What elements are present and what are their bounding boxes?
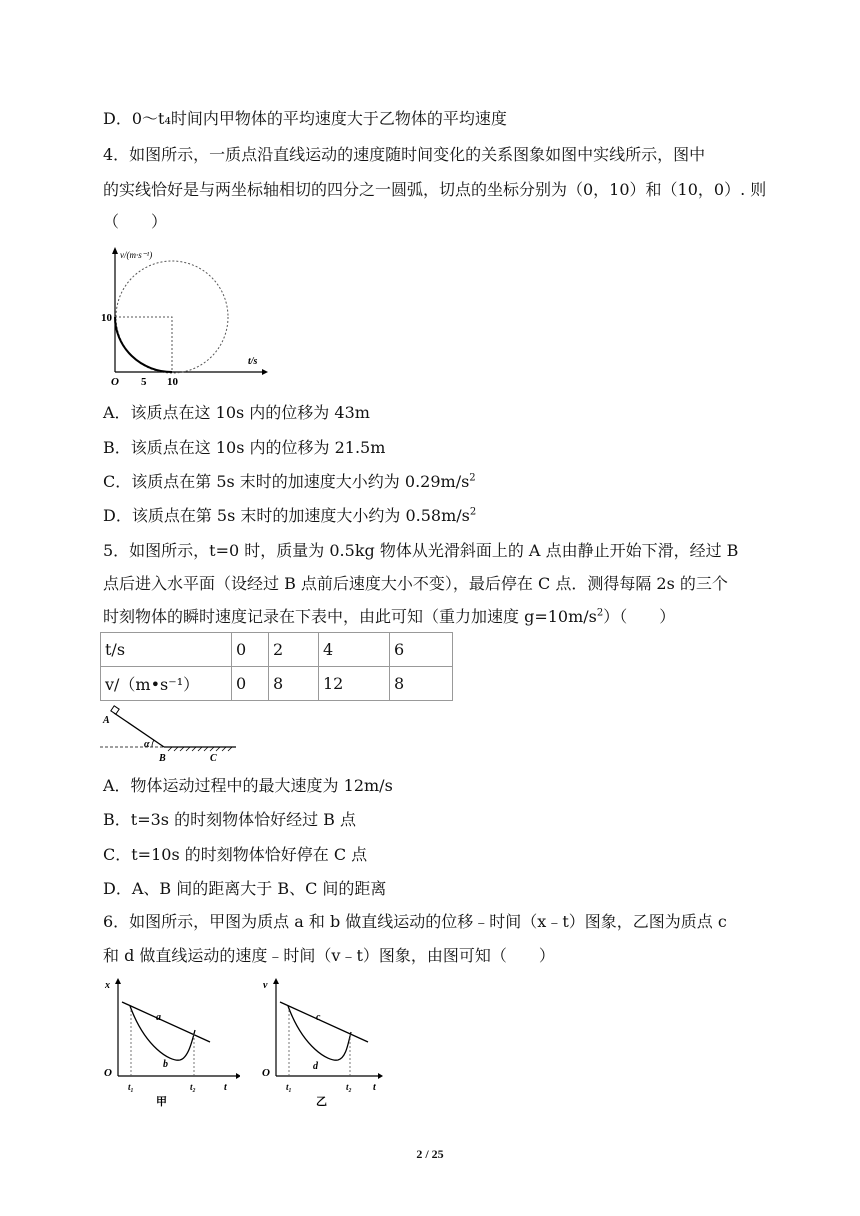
q6-stem-line1: 6．如图所示，甲图为质点 a 和 b 做直线运动的位移﹣时间（x﹣t）图象，乙图为质点 c — [103, 912, 727, 931]
t2-label-yi: t₂ — [346, 1082, 352, 1092]
q5-option-a: A．物体运动过程中的最大速度为 12m/s — [103, 776, 393, 795]
origin-label-yi: O — [262, 1067, 270, 1079]
table-cell: v/（m•s⁻¹） — [101, 667, 232, 701]
table-cell: 4 — [319, 633, 390, 667]
q4-option-d: D．该质点在第 5s 末时的加速度大小约为 $0.58m/s^2$ — [103, 506, 477, 525]
q6-graph-yi — [258, 972, 398, 1112]
t1-label-jia: t₁ — [128, 1082, 134, 1092]
q5-option-d: D．A、B 间的距离大于 B、C 间的距离 — [103, 879, 387, 898]
curve-b — [130, 1006, 195, 1060]
t-axis-label-yi: t — [373, 1082, 376, 1093]
q4-stem-line2: 的实线恰好是与两坐标轴相切的四分之一圆弧，切点的坐标分别为（0，10）和（10，0）. 则 — [103, 180, 767, 199]
velocity-table — [100, 632, 453, 701]
table-cell: 0 — [232, 667, 269, 701]
y-axis-label: v/(m·s⁻¹) — [120, 250, 153, 260]
q5-option-b: B．t=3s 的时刻物体恰好经过 B 点 — [103, 810, 357, 829]
q4-option-b: B．该质点在这 10s 内的位移为 21.5m — [103, 438, 386, 457]
q3-option-d: D．0～t₄时间内甲物体的平均速度大于乙物体的平均速度 — [103, 109, 507, 128]
point-c-label: C — [210, 753, 217, 763]
angle-alpha-label: α — [144, 739, 150, 750]
table-cell: 8 — [390, 667, 453, 701]
x-tick-10: 10 — [167, 376, 178, 388]
solid-arc — [115, 317, 172, 372]
label-a: a — [156, 1012, 161, 1023]
table-cell: t/s — [101, 633, 232, 667]
t2-label-jia: t₂ — [190, 1082, 196, 1092]
x-axis-label: t/s — [248, 356, 258, 367]
q5-option-c: C．t=10s 的时刻物体恰好停在 C 点 — [103, 845, 368, 864]
table-cell: 2 — [269, 633, 319, 667]
caption-yi: 乙 — [316, 1096, 327, 1108]
label-c: c — [316, 1012, 321, 1023]
q4-vt-graph — [100, 244, 270, 389]
label-b: b — [163, 1059, 168, 1070]
point-a-label: A — [103, 715, 110, 726]
v-axis-label-yi: v — [263, 980, 268, 991]
q5-stem-line2: 点后进入水平面（设经过 B 点前后速度大小不变），最后停在 C 点．测得每隔 2s 的三个 — [103, 574, 728, 593]
q4-stem-line1: 4．如图所示，一质点沿直线运动的速度随时间变化的关系图象如图中实线所示，图中 — [103, 145, 706, 164]
table-cell: 8 — [269, 667, 319, 701]
q6-graph-jia — [100, 972, 240, 1112]
point-b-label: B — [159, 753, 166, 763]
line-a — [122, 1002, 210, 1042]
table-row — [101, 667, 453, 701]
line-c — [280, 1002, 368, 1042]
origin-label-jia: O — [104, 1067, 112, 1079]
x-tick-5: 5 — [141, 376, 147, 388]
q5-stem-line3: 时刻物体的瞬时速度记录在下表中，由此可知（重力加速度 $g=10m/s^2$）（ ） — [103, 607, 676, 626]
caption-jia: 甲 — [156, 1096, 167, 1108]
table-cell: 0 — [232, 633, 269, 667]
table-cell: 12 — [319, 667, 390, 701]
t-axis-label-jia: t — [224, 1082, 227, 1093]
y-tick-10: 10 — [101, 312, 112, 324]
q6-stem-line2: 和 d 做直线运动的速度﹣时间（v﹣t）图象，由图可知（ ） — [103, 946, 555, 965]
label-d: d — [313, 1061, 318, 1072]
x-axis-label-jia: x — [105, 980, 110, 991]
q4-option-c: C．该质点在第 5s 末时的加速度大小约为 $0.29m/s^2$ — [103, 472, 476, 491]
q4-option-a: A．该质点在这 10s 内的位移为 43m — [103, 403, 370, 422]
q5-stem-line1: 5．如图所示，t=0 时，质量为 0.5kg 物体从光滑斜面上的 A 点由静止开始下滑，经过 B — [103, 541, 739, 560]
page-number: 2 / 25 — [416, 1147, 444, 1161]
q5-incline-diagram — [100, 703, 240, 763]
t1-label-yi: t₁ — [286, 1082, 292, 1092]
table-row — [101, 633, 453, 667]
origin-label: O — [111, 376, 119, 388]
table-cell: 6 — [390, 633, 453, 667]
q4-stem-line3: （ ） — [103, 212, 168, 231]
